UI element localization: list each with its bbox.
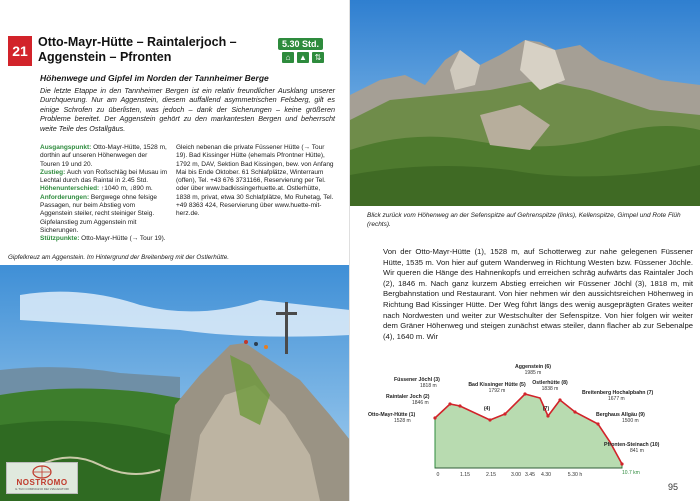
mountain-panorama-photo xyxy=(350,0,700,206)
profile-distance: 10.7 km xyxy=(622,470,640,476)
hoehen-text: ↑1040 m, ↓890 m. xyxy=(101,185,153,193)
profile-time-tick: 4.30 xyxy=(540,472,552,478)
difficulty-icons xyxy=(282,52,324,63)
profile-label: Otto-Mayr-Hütte (1) xyxy=(368,412,416,418)
zustieg-text: Auch von Roßschläg bei Musau im Lechtal durch das Raintal in 2.45 Std. xyxy=(40,168,168,185)
profile-label: (4) xyxy=(483,406,491,412)
profile-altitude: 841 m xyxy=(630,448,644,454)
zustieg-label: Zustieg: xyxy=(40,168,66,176)
profile-point xyxy=(573,410,576,413)
tour-subtitle: Höhenwege und Gipfel im Norden der Tannheimer Berge xyxy=(40,73,269,83)
logo-subtitle: IL TUO COMPAGNO DEI VIAGGIATORI xyxy=(15,487,69,491)
stuetzpunkte-label: Stützpunkte: xyxy=(40,235,80,243)
globe-icon xyxy=(7,463,77,479)
hoehen-label: Höhenunterschied: xyxy=(40,185,100,193)
profile-point xyxy=(488,418,491,421)
profile-label: Berghaus Allgäu (9) xyxy=(596,412,645,418)
stuetzpunkte-text: Otto-Mayr-Hütte (→ Tour 19). xyxy=(81,235,166,243)
profile-label: Füssener Jöchl (3) xyxy=(394,377,440,383)
anforderungen-text: Bergwege ohne felsige Passagen, nur beim Abstieg vom Aggenstein steiler, recht steiniger Steig. Gipfelanstieg zum Aggenstein mit Sicherungen. xyxy=(40,193,158,234)
mountain-icon: ▲ xyxy=(297,52,309,63)
photo-caption-right: Blick zurück vom Höhenweg an der Sefenspitze auf Gehrenspitze (links), Kellenspitze, Gimpel und Rote Flüh (rechts). xyxy=(367,212,681,228)
ausgang-text: Otto-Mayr-Hütte, 1528 m, dorthin auf unseren Höhenwegen der Touren 19 und 20. xyxy=(40,144,167,168)
profile-label: Pfronten-Steinach (10) xyxy=(604,442,660,448)
info-block-left xyxy=(40,144,168,244)
profile-label: Raintaler Joch (2) xyxy=(386,394,430,400)
info-block-right: Gleich nebenan die private Füssener Hütte (→ Tour 19). Bad Kissinger Hütte (ehemals Pfrontner Hütte), 1792 m, DAV, Sektion Bad Kissingen, bew. von Anfang Mai bis Ende Oktober. 61 Schlafplätze, Winterraum (offen), Tel. +43 676 3731166, Reservierung per Tel. oder über www.badkissingerhuette.at. Ostlerhütte, 1838 m, privat, etwa 30 Schlafplätze, Mo Ruhetag, Tel. +49 8363 424, Reservierung über www.huette-mit-herz.de. xyxy=(176,144,334,218)
profile-point xyxy=(546,414,549,417)
profile-time-tick: 3.00 xyxy=(510,472,522,478)
nostromo-logo xyxy=(6,462,78,494)
tour-intro: Die letzte Etappe in den Tannheimer Bergen ist ein relativ freundlicher Ausklang unserer Durchquerung. Nur am Aggenstein, diesem auffallend asymmetrischen Felsberg, gilt es einige Schrofen zu überlisten, was jedoch – dank der Sicherungen – keine größeren Probleme bereitet. Der Aggenstein gehört zu den markantesten Bergen und beherrscht weite Teile des Ostallgäus. xyxy=(40,86,335,133)
profile-altitude: 1792 m xyxy=(488,388,506,394)
anforderungen-label: Anforderungen: xyxy=(40,193,90,201)
profile-time-tick: 3.45 xyxy=(524,472,536,478)
profile-point xyxy=(458,404,461,407)
profile-altitude: 1500 m xyxy=(622,418,639,424)
right-page xyxy=(350,0,700,501)
profile-time-tick: 2.15 xyxy=(485,472,497,478)
duration-badge: 5.30 Std. xyxy=(278,38,323,50)
profile-time-tick: 0 xyxy=(436,472,440,478)
profile-altitude: 1985 m xyxy=(524,370,542,376)
profile-label: (7) xyxy=(542,406,550,412)
profile-point xyxy=(558,398,561,401)
tour-title: Otto-Mayr-Hütte – Raintalerjoch – Aggenstein – Pfronten xyxy=(38,35,237,64)
profile-altitude: 1838 m xyxy=(541,386,559,392)
logo-name: NOSTROMO xyxy=(16,478,68,487)
profile-point xyxy=(523,392,526,395)
tour-header xyxy=(0,36,330,66)
profile-point xyxy=(620,462,623,465)
profile-time-tick: 5.30 h xyxy=(567,472,583,478)
profile-label: Breitenberg Hochalpbahn (7) xyxy=(582,390,654,396)
photo-caption-left: Gipfelkreuz am Aggenstein. Im Hintergrund der Breitenberg mit der Ostlerhütte. xyxy=(8,254,229,261)
route-description: Von der Otto-Mayr-Hütte (1), 1528 m, auf Schotterweg zur nahe gelegenen Füssener Hütte, 1535 m. Von hier auf gutem Wanderweg in Richtung Westen bzw. Füssener Jöchle. Wir queren die Hänge des Hahnenkopfs und erreichen schräg aufwärts das Raintaler Joch (2), 1846 m. Nach ganz kurzem Abstieg erreichen wir Füssener Jöchl (3), 1818 m, mit Bergbahnstation und Restaurant. Von hier nehmen wir den aussichtsreichen Höhenweg in Richtung Bad Kissinger Hütte. Der Weg führt längs des wenig ausgeprägten Grates weiter nach Nordwesten und weiter zur Westschulter der Sefenspitze. Von hier folgen wir weiter dem Gräner Höhenweg und steigen zunächst etwas steiler, dann flacher ab zur Sebenalpe (4), 1640 m. Wir xyxy=(383,247,693,341)
profile-point xyxy=(596,422,599,425)
profile-label: Aggenstein (6) xyxy=(514,364,552,370)
page-number: 95 xyxy=(668,482,679,492)
profile-label: Ostlerhütte (8) xyxy=(532,380,568,386)
hut-icon: ⌂ xyxy=(282,52,294,63)
profile-label: Bad Kissinger Hütte (5) xyxy=(468,382,526,388)
cable-car-icon: ⇅ xyxy=(312,52,324,63)
profile-altitude: 1677 m xyxy=(608,396,625,402)
profile-altitude: 1818 m xyxy=(420,383,437,389)
elevation-profile xyxy=(350,364,700,501)
profile-point xyxy=(433,416,436,419)
profile-altitude: 1846 m xyxy=(412,400,429,406)
tour-number: 21 xyxy=(8,36,32,66)
profile-area xyxy=(435,394,622,468)
profile-time-tick: 1.15 xyxy=(459,472,471,478)
profile-point xyxy=(448,402,451,405)
profile-point xyxy=(503,412,506,415)
profile-altitude: 1528 m xyxy=(394,418,411,424)
ausgang-label: Ausgangspunkt: xyxy=(40,144,92,151)
